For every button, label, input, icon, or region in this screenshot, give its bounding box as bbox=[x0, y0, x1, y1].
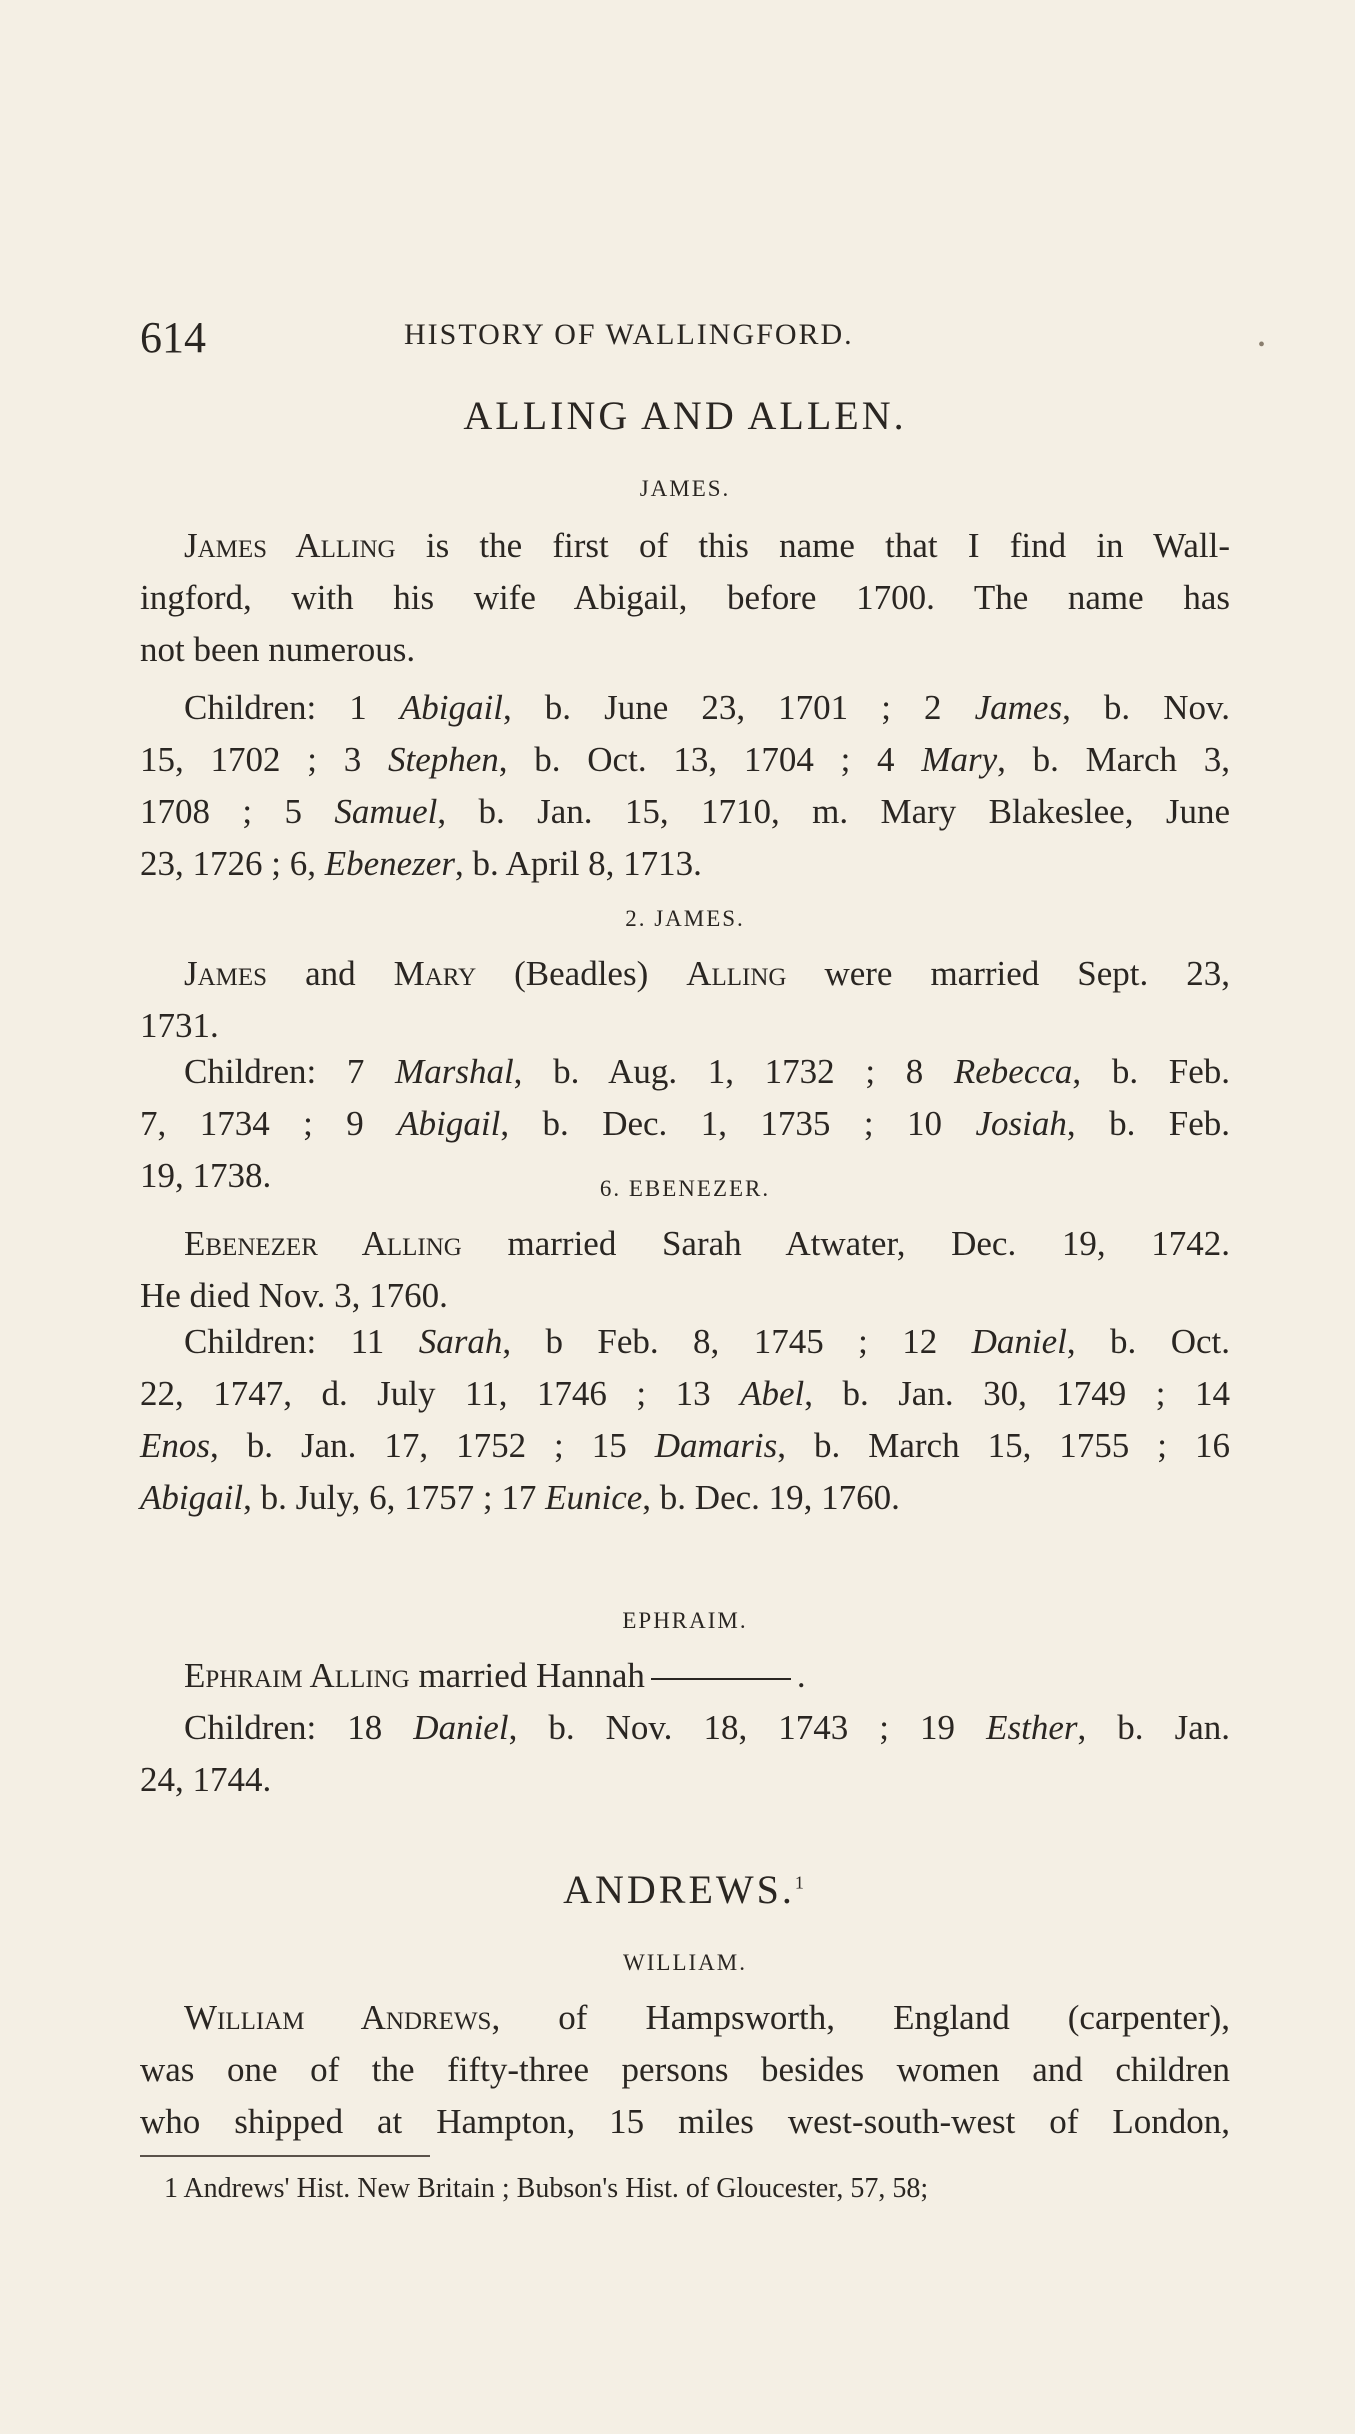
paragraph-ephraim bbox=[140, 1650, 1230, 1702]
section-title-alling: ALLING AND ALLEN. bbox=[463, 393, 907, 438]
paragraph-james-children bbox=[140, 682, 1230, 890]
text-line: He died Nov. 3, 1760. bbox=[140, 1276, 448, 1315]
text-line: Enos, b. Jan. 17, 1752 ; 15 Damaris, b. March 15, 1755 ; 16 bbox=[140, 1426, 1230, 1465]
footnote-ref: 1 bbox=[794, 1872, 807, 1893]
text-line: 22, 1747, d. July 11, 1746 ; 13 Abel, b. Jan. 30, 1749 ; 14 bbox=[140, 1374, 1230, 1413]
section-title-andrews: ANDREWS.$^1$ bbox=[563, 1867, 807, 1912]
text-line: was one of the fifty-three persons besides women and children bbox=[140, 2050, 1230, 2089]
heading-ephraim: EPHRAIM. bbox=[622, 1608, 748, 1633]
paragraph-ebenezer bbox=[140, 1218, 1230, 1322]
text-line: Abigail, b. July, 6, 1757 ; 17 Eunice, b. Dec. 19, 1760. bbox=[140, 1478, 900, 1517]
text-line: Children: 1 Abigail, b. June 23, 1701 ; 2 James, b. Nov. bbox=[184, 688, 1230, 727]
text-line: 1731. bbox=[140, 1006, 219, 1045]
heading-william: WILLIAM. bbox=[623, 1950, 747, 1975]
blank-dash bbox=[651, 1678, 791, 1680]
running-title: HISTORY OF WALLINGFORD. bbox=[404, 318, 854, 351]
text-line: not been numerous. bbox=[140, 630, 416, 669]
paragraph-james-2 bbox=[140, 948, 1230, 1052]
text-line: James and Mary (Beadles) Alling were married Sept. 23, bbox=[184, 954, 1230, 993]
print-mark: • bbox=[1258, 334, 1266, 356]
heading-james-2: 2. JAMES. bbox=[625, 906, 745, 931]
text-line: Children: 11 Sarah, b Feb. 8, 1745 ; 12 Daniel, b. Oct. bbox=[184, 1322, 1230, 1361]
text-line: Children: 7 Marshal, b. Aug. 1, 1732 ; 8 Rebecca, b. Feb. bbox=[184, 1052, 1230, 1091]
text-line: Ephraim Alling married Hannah . bbox=[184, 1656, 806, 1695]
paragraph-ephraim-children bbox=[140, 1702, 1230, 1806]
text-line: William Andrews, of Hampsworth, England (carpenter), bbox=[184, 1998, 1230, 2037]
heading-james: JAMES. bbox=[639, 476, 731, 501]
text-line: 7, 1734 ; 9 Abigail, b. Dec. 1, 1735 ; 10 Josiah, b. Feb. bbox=[140, 1104, 1231, 1143]
text-line: 1708 ; 5 Samuel, b. Jan. 15, 1710, m. Mary Blakeslee, June bbox=[140, 792, 1230, 831]
text-line: James Alling is the first of this name that I find in Wall- bbox=[184, 526, 1230, 565]
footnote-rule bbox=[140, 2155, 430, 2157]
text-line: 15, 1702 ; 3 Stephen, b. Oct. 13, 1704 ; 4 Mary, b. March 3, bbox=[140, 740, 1230, 779]
page-header bbox=[140, 312, 1266, 372]
text-line: 23, 1726 ; 6, Ebenezer, b. April 8, 1713. bbox=[140, 844, 702, 883]
paragraph-ebenezer-children bbox=[140, 1316, 1230, 1524]
text-line: ingford, with his wife Abigail, before 1700. The name has bbox=[140, 578, 1230, 617]
text-line: Ebenezer Alling married Sarah Atwater, Dec. 19, 1742. bbox=[184, 1224, 1230, 1263]
paragraph-james bbox=[140, 520, 1230, 676]
page-number: 614 bbox=[140, 313, 206, 362]
text-line: who shipped at Hampton, 15 miles west-south-west of London, bbox=[140, 2102, 1230, 2141]
text-line: Children: 18 Daniel, b. Nov. 18, 1743 ; 19 Esther, b. Jan. bbox=[184, 1708, 1230, 1747]
text-line: 24, 1744. bbox=[140, 1760, 272, 1799]
text-line: 19, 1738. bbox=[140, 1156, 272, 1195]
heading-ebenezer: 6. EBENEZER. bbox=[599, 1176, 771, 1201]
footnote: 1 Andrews' Hist. New Britain ; Bubson's Hist. of Gloucester, 57, 58; bbox=[164, 2173, 929, 2204]
paragraph-william bbox=[140, 1992, 1230, 2148]
